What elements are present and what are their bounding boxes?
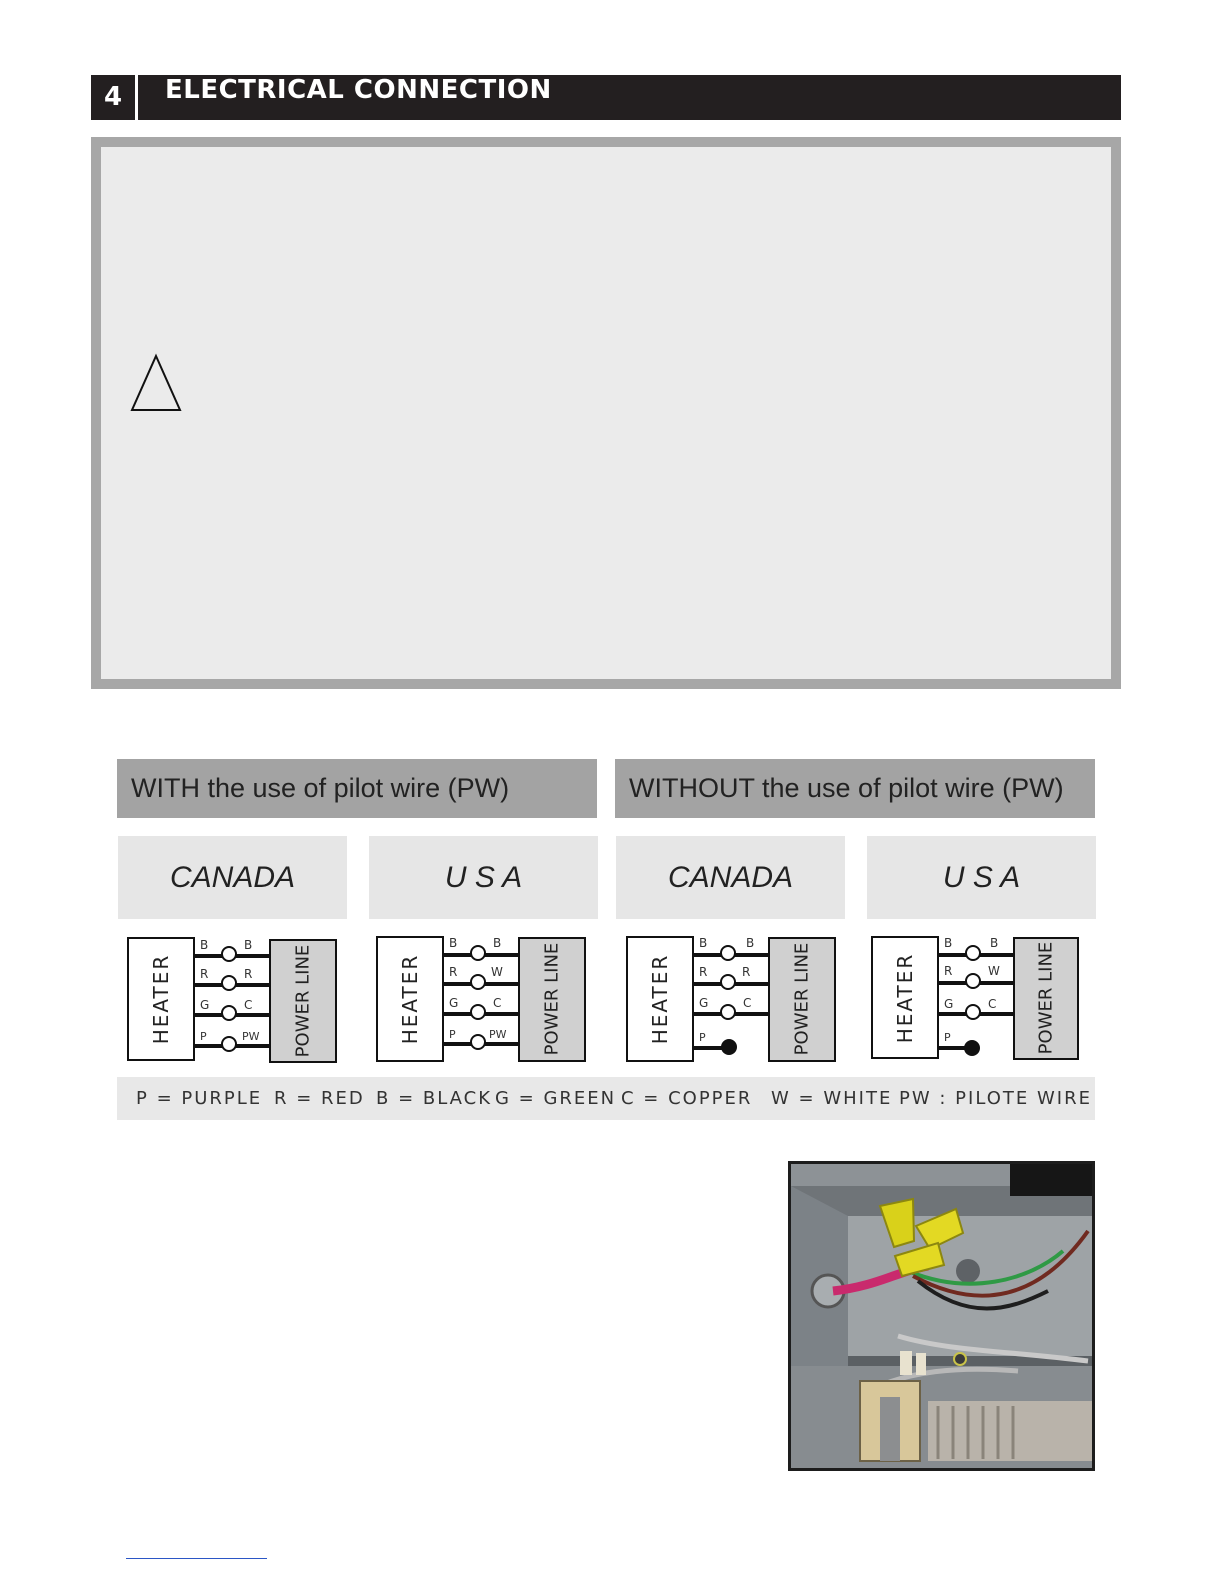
wire-label-left: G [449,996,459,1010]
color-legend [117,1077,1095,1120]
country-header-usa-pw: U S A [369,836,598,919]
footer-rule [126,1558,267,1559]
wire-label-left: B [200,938,209,952]
wire-label-right: PW [242,1030,260,1043]
wire-label-right: W [988,964,1000,978]
wire-label-right: B [990,936,999,950]
wire-label-left: B [944,936,953,950]
wire-label-left: R [200,967,209,981]
wiring-diagram-graphic [371,930,591,1070]
wiring-diagram-usa [866,930,1086,1070]
wire-label-left: R [699,965,708,979]
wire-label-right: R [742,965,751,979]
wire-label-right: B [746,936,755,950]
section-number: 4 [103,82,123,112]
wire-label-right: C [988,997,997,1011]
wire-label-right: C [743,996,752,1010]
legend-item: B = BLACK [376,1088,493,1109]
wiring-diagram-canada-pw [122,930,342,1070]
country-header-canada-pw: CANADA [118,836,347,919]
wire-label-right: W [491,965,503,979]
wiring-diagram-graphic [122,930,342,1070]
power-line-label: POWER LINE [292,944,314,1058]
wiring-diagram-graphic [866,930,1086,1070]
wire-label-right: B [244,938,253,952]
wire-label-right: C [493,996,502,1010]
legend-item: P = PURPLE [136,1088,263,1109]
wiring-compartment-photo [788,1161,1095,1471]
wire-label-right: PW [489,1028,507,1041]
wire-label-left: G [944,997,954,1011]
wire-label-left: G [699,996,709,1010]
wire-label-right: B [493,936,502,950]
heater-label: HEATER [149,953,173,1045]
legend-item: G = GREEN [495,1088,617,1109]
wire-label-left: P [200,1030,207,1043]
heater-label: HEATER [648,953,672,1045]
legend-item: C = COPPER [621,1088,753,1109]
power-line-label: POWER LINE [1035,941,1057,1055]
wire-label-right: R [244,967,253,981]
without-pilot-wire-label: WITHOUT the use of pilot wire (PW) [629,773,1064,803]
with-pilot-wire-label: WITH the use of pilot wire (PW) [131,773,510,803]
wire-label-left: P [944,1031,951,1044]
wire-label-left: G [200,998,210,1012]
section-title: ELECTRICAL CONNECTION [165,75,552,105]
wire-label-right: C [244,998,253,1012]
heater-label: HEATER [398,953,422,1045]
wiring-diagram-graphic [621,930,841,1070]
country-header-usa: U S A [867,836,1096,919]
wire-label-left: R [449,965,458,979]
with-pilot-wire-band [117,759,597,818]
without-pilot-wire-band [615,759,1095,818]
warning-box [91,137,1121,689]
country-header-canada: CANADA [616,836,845,919]
legend-item: W = WHITE [771,1088,893,1109]
section-header [91,75,1121,120]
wire-label-left: R [944,964,953,978]
legend-item: PW : PILOTE WIRE [899,1088,1092,1109]
wire-label-left: B [449,936,458,950]
wire-label-left: P [449,1028,456,1041]
power-line-label: POWER LINE [791,942,813,1056]
warning-triangle-icon [129,353,183,413]
wiring-diagram-canada [621,930,841,1070]
header-divider [135,75,138,120]
legend-item: R = RED [274,1088,365,1109]
heater-label: HEATER [893,952,917,1044]
wire-label-left: P [699,1031,706,1044]
wire-label-left: B [699,936,708,950]
power-line-label: POWER LINE [541,942,563,1056]
wiring-diagram-usa-pw [371,930,591,1070]
